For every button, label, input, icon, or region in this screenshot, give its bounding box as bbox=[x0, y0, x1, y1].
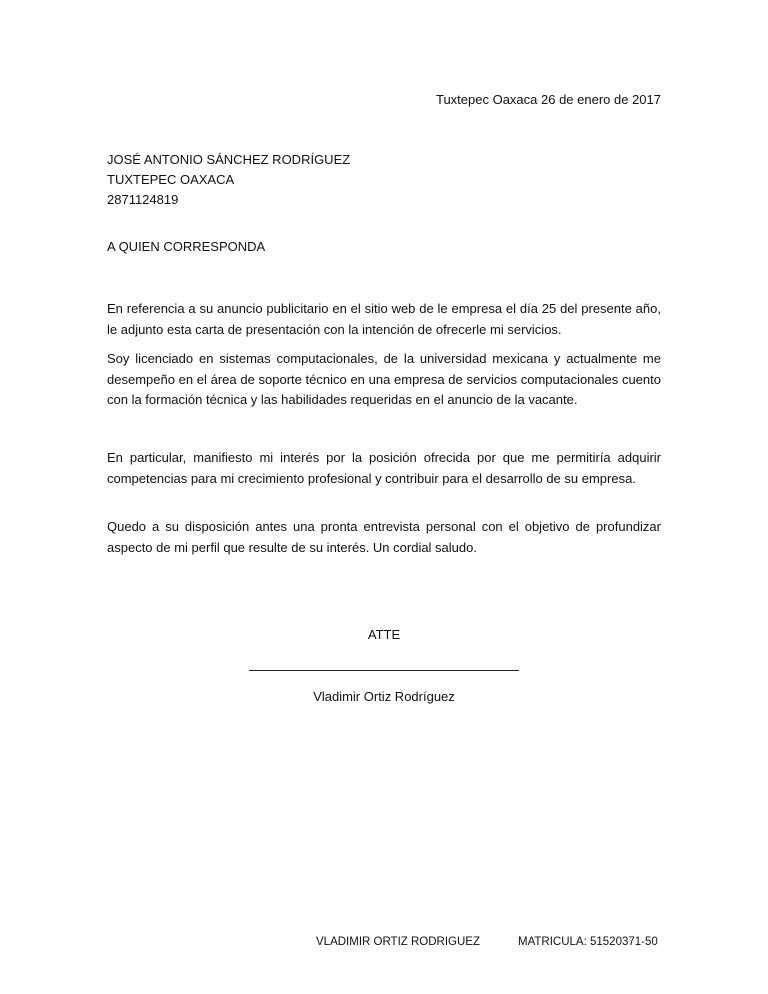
footer-author: VLADIMIR ORTIZ RODRIGUEZ bbox=[316, 936, 480, 948]
closing: ATTE bbox=[367, 627, 401, 642]
salutation: A QUIEN CORRESPONDA bbox=[107, 239, 266, 254]
date-line: Tuxtepec Oaxaca 26 de enero de 2017 bbox=[435, 92, 661, 107]
page-footer bbox=[316, 934, 658, 950]
signature-line bbox=[249, 670, 519, 671]
recipient-phone: 2871124819 bbox=[107, 192, 179, 207]
paragraph-2: Soy licenciado en sistemas computacionales, de la universidad mexicana y actualmente me desempeño en el área de soporte técnico en una empresa de servicios computacionales cuento con la formación técnica y las habilidades requeridas en el anuncio de la vacante. bbox=[107, 351, 661, 407]
paragraph-3: En particular, manifiesto mi interés por la posición ofrecida por que me permitiría adquirir competencias para mi crecimiento profesional y contribuir para el desarrollo de su empresa. bbox=[107, 450, 661, 486]
paragraph-4: Quedo a su disposición antes una pronta entrevista personal con el objetivo de profundizar aspecto de mi perfil que resulte de su interés. Un cordial saludo. bbox=[107, 519, 661, 555]
footer-matricula: MATRICULA: 51520371-50 bbox=[518, 936, 658, 948]
recipient-name: JOSÉ ANTONIO SÁNCHEZ RODRÍGUEZ bbox=[107, 152, 351, 167]
recipient-city: TUXTEPEC OAXACA bbox=[107, 172, 235, 187]
signature-name: Vladimir Ortiz Rodríguez bbox=[313, 689, 455, 704]
paragraph-1: En referencia a su anuncio publicitario en el sitio web de le empresa el día 25 del presente año, le adjunto esta carta de presentación con la intención de ofrecerle mi servicios. bbox=[107, 301, 661, 337]
